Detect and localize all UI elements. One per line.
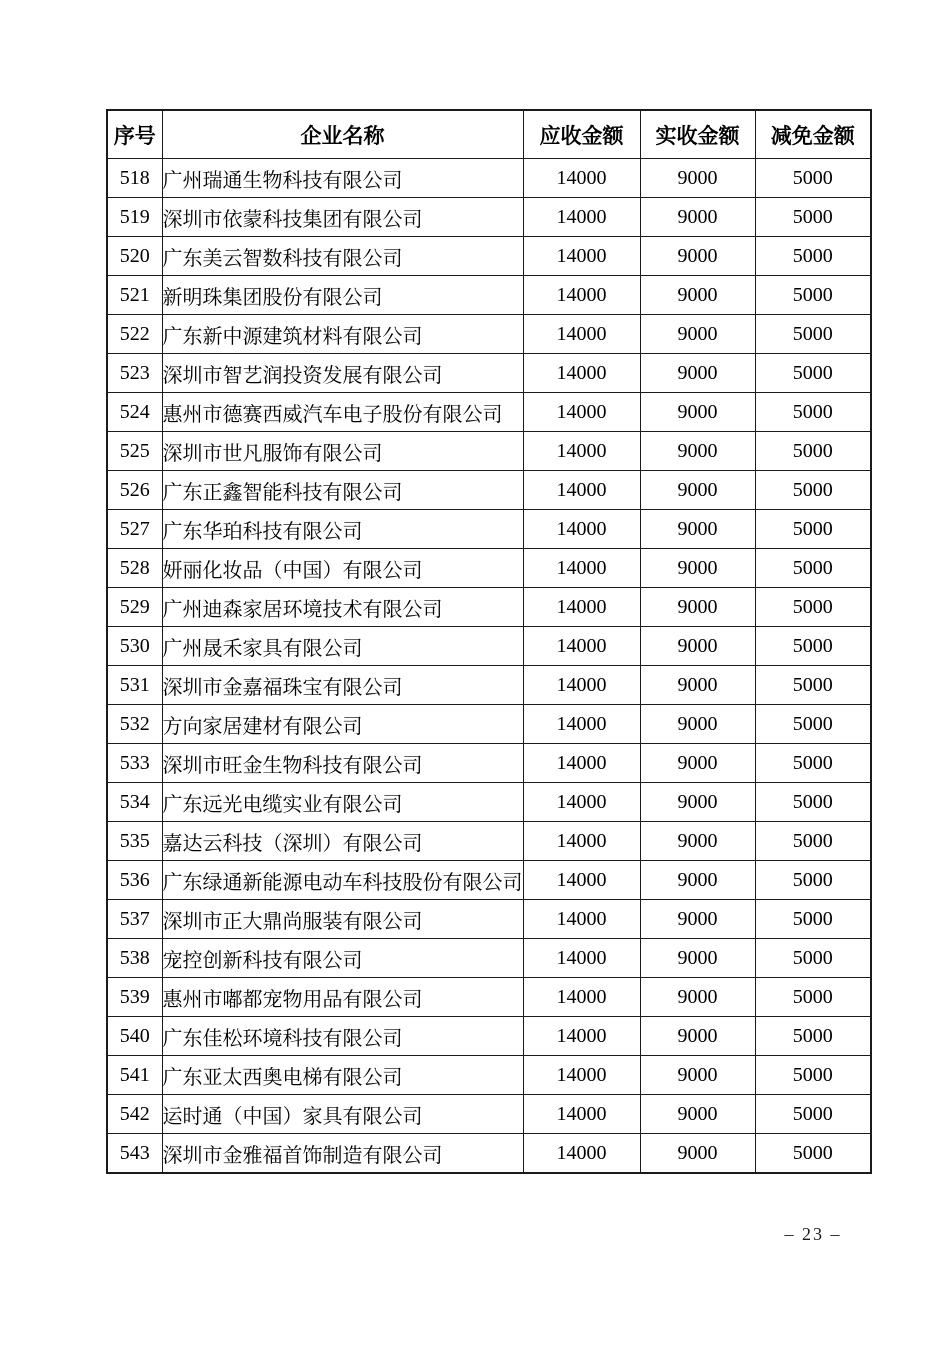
table-row	[107, 354, 871, 393]
table-row	[107, 666, 871, 705]
table-row	[107, 1134, 871, 1174]
cell-receivable-amount: 14000	[523, 1056, 640, 1095]
table-body	[107, 159, 871, 1174]
cell-serial-number: 532	[107, 705, 162, 744]
cell-receivable-amount: 14000	[523, 1095, 640, 1134]
cell-company-name: 广州迪森家居环境技术有限公司	[162, 588, 523, 627]
cell-reduction-amount: 5000	[755, 198, 871, 237]
cell-serial-number: 527	[107, 510, 162, 549]
cell-received-amount: 9000	[640, 1056, 755, 1095]
cell-serial-number: 526	[107, 471, 162, 510]
fee-table	[106, 109, 872, 1174]
cell-company-name: 深圳市智艺润投资发展有限公司	[162, 354, 523, 393]
cell-received-amount: 9000	[640, 588, 755, 627]
cell-receivable-amount: 14000	[523, 1134, 640, 1174]
table-row	[107, 705, 871, 744]
cell-receivable-amount: 14000	[523, 861, 640, 900]
cell-company-name: 深圳市金嘉福珠宝有限公司	[162, 666, 523, 705]
cell-serial-number: 541	[107, 1056, 162, 1095]
cell-receivable-amount: 14000	[523, 744, 640, 783]
cell-reduction-amount: 5000	[755, 978, 871, 1017]
table-row	[107, 1095, 871, 1134]
cell-receivable-amount: 14000	[523, 978, 640, 1017]
cell-reduction-amount: 5000	[755, 666, 871, 705]
cell-serial-number: 520	[107, 237, 162, 276]
cell-company-name: 惠州市德赛西威汽车电子股份有限公司	[162, 393, 523, 432]
cell-received-amount: 9000	[640, 549, 755, 588]
column-header-serial-number: 序号	[107, 110, 162, 159]
cell-receivable-amount: 14000	[523, 432, 640, 471]
cell-received-amount: 9000	[640, 315, 755, 354]
cell-receivable-amount: 14000	[523, 276, 640, 315]
page-number: – 23 –	[784, 1224, 842, 1244]
table-row	[107, 510, 871, 549]
cell-company-name: 深圳市金雅福首饰制造有限公司	[162, 1134, 523, 1174]
cell-reduction-amount: 5000	[755, 1095, 871, 1134]
cell-serial-number: 539	[107, 978, 162, 1017]
cell-receivable-amount: 14000	[523, 627, 640, 666]
cell-receivable-amount: 14000	[523, 705, 640, 744]
cell-received-amount: 9000	[640, 900, 755, 939]
cell-receivable-amount: 14000	[523, 822, 640, 861]
table-row	[107, 198, 871, 237]
cell-serial-number: 538	[107, 939, 162, 978]
cell-serial-number: 534	[107, 783, 162, 822]
cell-company-name: 广东华珀科技有限公司	[162, 510, 523, 549]
table-row	[107, 900, 871, 939]
table-row	[107, 588, 871, 627]
cell-reduction-amount: 5000	[755, 159, 871, 198]
cell-serial-number: 523	[107, 354, 162, 393]
cell-reduction-amount: 5000	[755, 432, 871, 471]
cell-company-name: 深圳市正大鼎尚服装有限公司	[162, 900, 523, 939]
cell-receivable-amount: 14000	[523, 588, 640, 627]
cell-serial-number: 521	[107, 276, 162, 315]
cell-receivable-amount: 14000	[523, 666, 640, 705]
table-row	[107, 549, 871, 588]
cell-received-amount: 9000	[640, 744, 755, 783]
cell-company-name: 深圳市世凡服饰有限公司	[162, 432, 523, 471]
cell-received-amount: 9000	[640, 861, 755, 900]
cell-company-name: 广东绿通新能源电动车科技股份有限公司	[162, 861, 523, 900]
cell-received-amount: 9000	[640, 705, 755, 744]
cell-serial-number: 537	[107, 900, 162, 939]
cell-serial-number: 528	[107, 549, 162, 588]
cell-receivable-amount: 14000	[523, 159, 640, 198]
cell-received-amount: 9000	[640, 354, 755, 393]
table-row	[107, 471, 871, 510]
cell-serial-number: 533	[107, 744, 162, 783]
cell-reduction-amount: 5000	[755, 627, 871, 666]
column-header-reduction-amount: 减免金额	[755, 110, 871, 159]
cell-company-name: 嘉达云科技（深圳）有限公司	[162, 822, 523, 861]
table-row	[107, 939, 871, 978]
cell-serial-number: 525	[107, 432, 162, 471]
table-row	[107, 393, 871, 432]
cell-reduction-amount: 5000	[755, 471, 871, 510]
cell-received-amount: 9000	[640, 822, 755, 861]
cell-company-name: 广东新中源建筑材料有限公司	[162, 315, 523, 354]
cell-reduction-amount: 5000	[755, 783, 871, 822]
cell-company-name: 广东正鑫智能科技有限公司	[162, 471, 523, 510]
cell-received-amount: 9000	[640, 978, 755, 1017]
cell-company-name: 宠控创新科技有限公司	[162, 939, 523, 978]
cell-received-amount: 9000	[640, 276, 755, 315]
column-header-receivable-amount: 应收金额	[523, 110, 640, 159]
cell-receivable-amount: 14000	[523, 939, 640, 978]
table-row	[107, 159, 871, 198]
cell-receivable-amount: 14000	[523, 198, 640, 237]
cell-serial-number: 543	[107, 1134, 162, 1174]
table-row	[107, 627, 871, 666]
cell-received-amount: 9000	[640, 783, 755, 822]
table-row	[107, 861, 871, 900]
table-row	[107, 1017, 871, 1056]
cell-reduction-amount: 5000	[755, 315, 871, 354]
cell-reduction-amount: 5000	[755, 354, 871, 393]
cell-reduction-amount: 5000	[755, 705, 871, 744]
cell-company-name: 广东远光电缆实业有限公司	[162, 783, 523, 822]
cell-received-amount: 9000	[640, 666, 755, 705]
cell-serial-number: 542	[107, 1095, 162, 1134]
cell-company-name: 广州瑞通生物科技有限公司	[162, 159, 523, 198]
table-row	[107, 744, 871, 783]
cell-received-amount: 9000	[640, 393, 755, 432]
cell-company-name: 运时通（中国）家具有限公司	[162, 1095, 523, 1134]
cell-receivable-amount: 14000	[523, 900, 640, 939]
cell-reduction-amount: 5000	[755, 510, 871, 549]
cell-receivable-amount: 14000	[523, 471, 640, 510]
cell-receivable-amount: 14000	[523, 1017, 640, 1056]
cell-reduction-amount: 5000	[755, 900, 871, 939]
cell-reduction-amount: 5000	[755, 822, 871, 861]
cell-reduction-amount: 5000	[755, 276, 871, 315]
cell-received-amount: 9000	[640, 1095, 755, 1134]
cell-reduction-amount: 5000	[755, 1017, 871, 1056]
table-header-row	[107, 110, 871, 159]
cell-reduction-amount: 5000	[755, 393, 871, 432]
table-row	[107, 822, 871, 861]
cell-reduction-amount: 5000	[755, 939, 871, 978]
cell-received-amount: 9000	[640, 939, 755, 978]
cell-received-amount: 9000	[640, 432, 755, 471]
cell-received-amount: 9000	[640, 159, 755, 198]
table-row	[107, 315, 871, 354]
cell-reduction-amount: 5000	[755, 237, 871, 276]
cell-receivable-amount: 14000	[523, 354, 640, 393]
cell-reduction-amount: 5000	[755, 861, 871, 900]
cell-reduction-amount: 5000	[755, 1134, 871, 1174]
cell-received-amount: 9000	[640, 471, 755, 510]
cell-company-name: 广东亚太西奥电梯有限公司	[162, 1056, 523, 1095]
cell-company-name: 广东佳松环境科技有限公司	[162, 1017, 523, 1056]
cell-receivable-amount: 14000	[523, 315, 640, 354]
cell-company-name: 新明珠集团股份有限公司	[162, 276, 523, 315]
cell-received-amount: 9000	[640, 1017, 755, 1056]
table-row	[107, 432, 871, 471]
cell-serial-number: 524	[107, 393, 162, 432]
cell-serial-number: 535	[107, 822, 162, 861]
cell-receivable-amount: 14000	[523, 237, 640, 276]
cell-received-amount: 9000	[640, 237, 755, 276]
cell-company-name: 广州晟禾家具有限公司	[162, 627, 523, 666]
table-row	[107, 978, 871, 1017]
cell-receivable-amount: 14000	[523, 510, 640, 549]
cell-reduction-amount: 5000	[755, 588, 871, 627]
cell-received-amount: 9000	[640, 627, 755, 666]
cell-received-amount: 9000	[640, 510, 755, 549]
cell-receivable-amount: 14000	[523, 549, 640, 588]
cell-receivable-amount: 14000	[523, 783, 640, 822]
cell-serial-number: 522	[107, 315, 162, 354]
cell-serial-number: 519	[107, 198, 162, 237]
cell-reduction-amount: 5000	[755, 549, 871, 588]
cell-serial-number: 531	[107, 666, 162, 705]
cell-company-name: 惠州市嘟都宠物用品有限公司	[162, 978, 523, 1017]
cell-company-name: 妍丽化妆品（中国）有限公司	[162, 549, 523, 588]
cell-company-name: 深圳市依蒙科技集团有限公司	[162, 198, 523, 237]
cell-company-name: 方向家居建材有限公司	[162, 705, 523, 744]
cell-received-amount: 9000	[640, 198, 755, 237]
table-row	[107, 1056, 871, 1095]
column-header-received-amount: 实收金额	[640, 110, 755, 159]
cell-serial-number: 536	[107, 861, 162, 900]
cell-serial-number: 540	[107, 1017, 162, 1056]
cell-serial-number: 529	[107, 588, 162, 627]
column-header-company-name: 企业名称	[162, 110, 523, 159]
cell-receivable-amount: 14000	[523, 393, 640, 432]
cell-serial-number: 530	[107, 627, 162, 666]
cell-company-name: 深圳市旺金生物科技有限公司	[162, 744, 523, 783]
cell-reduction-amount: 5000	[755, 744, 871, 783]
table-row	[107, 783, 871, 822]
cell-reduction-amount: 5000	[755, 1056, 871, 1095]
table-row	[107, 276, 871, 315]
table-header	[107, 110, 871, 159]
cell-company-name: 广东美云智数科技有限公司	[162, 237, 523, 276]
table-row	[107, 237, 871, 276]
cell-serial-number: 518	[107, 159, 162, 198]
cell-received-amount: 9000	[640, 1134, 755, 1174]
